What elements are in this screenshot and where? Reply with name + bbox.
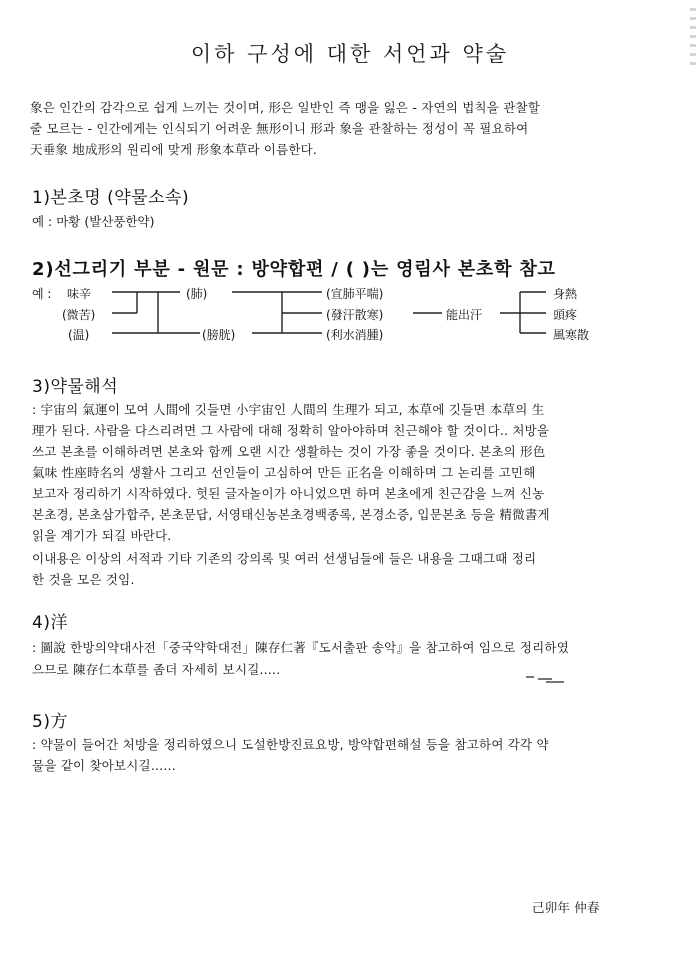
section3-line: 이내용은 이상의 서적과 기타 기존의 강의록 및 여러 선생님들에 들은 내용을 그때그때 정리 [32,551,537,566]
diagram-node-taste: (温) [68,328,90,342]
diagram-node-action: (宣肺平喘) [326,287,384,301]
section3-line: 쓰고 본초를 이해하려면 본초와 함께 오랜 시간 생활하는 것이 가장 좋을 것이다. 본초의 形色 [32,444,546,459]
diagram-node-action: (發汗散寒) [326,308,384,322]
diagram-node-center: 能出汗 [446,308,483,322]
section-heading-1: 1)본초명 (약물소속) [32,188,190,208]
section3-line: : 宇宙의 氣運이 모여 人間에 깃들면 小宇宙인 人間의 生理가 되고, 本草에 깃들면 本草의 生 [32,402,545,417]
section-heading-3: 3)약물해석 [32,377,119,397]
section3-line: 보고자 정리하기 시작하였다. 헛된 글자놀이가 아니었으면 하며 본초에게 친근감을 느껴 신농 [32,486,545,501]
scan-smudge [526,676,566,682]
section5-line: : 약물이 들어간 처방을 정리하였으니 도설한방진료요방, 방약합편해설 등을 참고하여 각각 약 [32,737,549,752]
section4-line: 으므로 陳存仁本草를 좀더 자세히 보시길..... [32,662,281,677]
intro-line: 天垂象 地成形의 원리에 맞게 形象本草라 이름한다. [30,142,318,157]
section3-line: 한 것을 모은 것임. [32,572,135,587]
diagram-node-taste: (微苦) [62,308,96,322]
section-heading-2: 2)선그리기 부분 - 원문 : 방약합편 / ( )는 영림사 본초학 참고 [32,259,556,280]
section3-line: 理가 된다. 사람을 다스리려면 그 사람에 대해 정확히 알아야하며 친근해야 할 것이다.. 처방을 [32,423,550,438]
diagram-node-symptom: 頭疼 [553,308,578,322]
diagram-node-taste: 味辛 [67,287,92,301]
section1-example: 예 : 마황 (발산풍한약) [32,214,155,229]
intro-line: 줄 모르는 - 인간에게는 인식되기 어려운 無形이니 形과 象을 관찰하는 정성이 꼭 필요하여 [30,121,529,136]
example-prefix: 예 : [32,287,52,301]
section-heading-5: 5)方 [32,712,68,732]
section5-line: 물을 같이 찾아보시길...... [32,758,176,773]
section-heading-4: 4)洋 [32,613,68,633]
diagram-node-symptom: 風寒散 [553,328,590,342]
section3-line: 氣味 性座時名의 생활사 그리고 선인들이 고심하여 만든 正名을 이해하며 그 논리를 고민해 [32,465,536,480]
section3-line: 읽을 계기가 되길 바란다. [32,528,172,543]
diagram-node-organ: (膀胱) [202,328,236,342]
intro-line: 象은 인간의 감각으로 쉽게 느끼는 것이며, 形은 일반인 즉 맹을 잃은 - 자연의 법칙을 관찰할 [30,100,541,115]
page-title: 이하 구성에 대한 서언과 약술 [190,42,510,66]
diagram-node-action: (利水消腫) [326,328,384,342]
diagram-node-symptom: 身熱 [553,287,578,301]
diagram-node-organ: (肺) [186,287,208,301]
date-signature: 己卯年 仲春 [532,900,600,915]
section3-line: 본초경, 본초삼가합주, 본초문답, 서영태신농본초경백종록, 본경소증, 입문본초 등을 精微書게 [32,507,550,522]
section4-line: : 圖說 한방의약대사전「중국약학대전」陳存仁著『도서출판 송악』을 참고하여 임으로 정리하였 [32,640,569,655]
